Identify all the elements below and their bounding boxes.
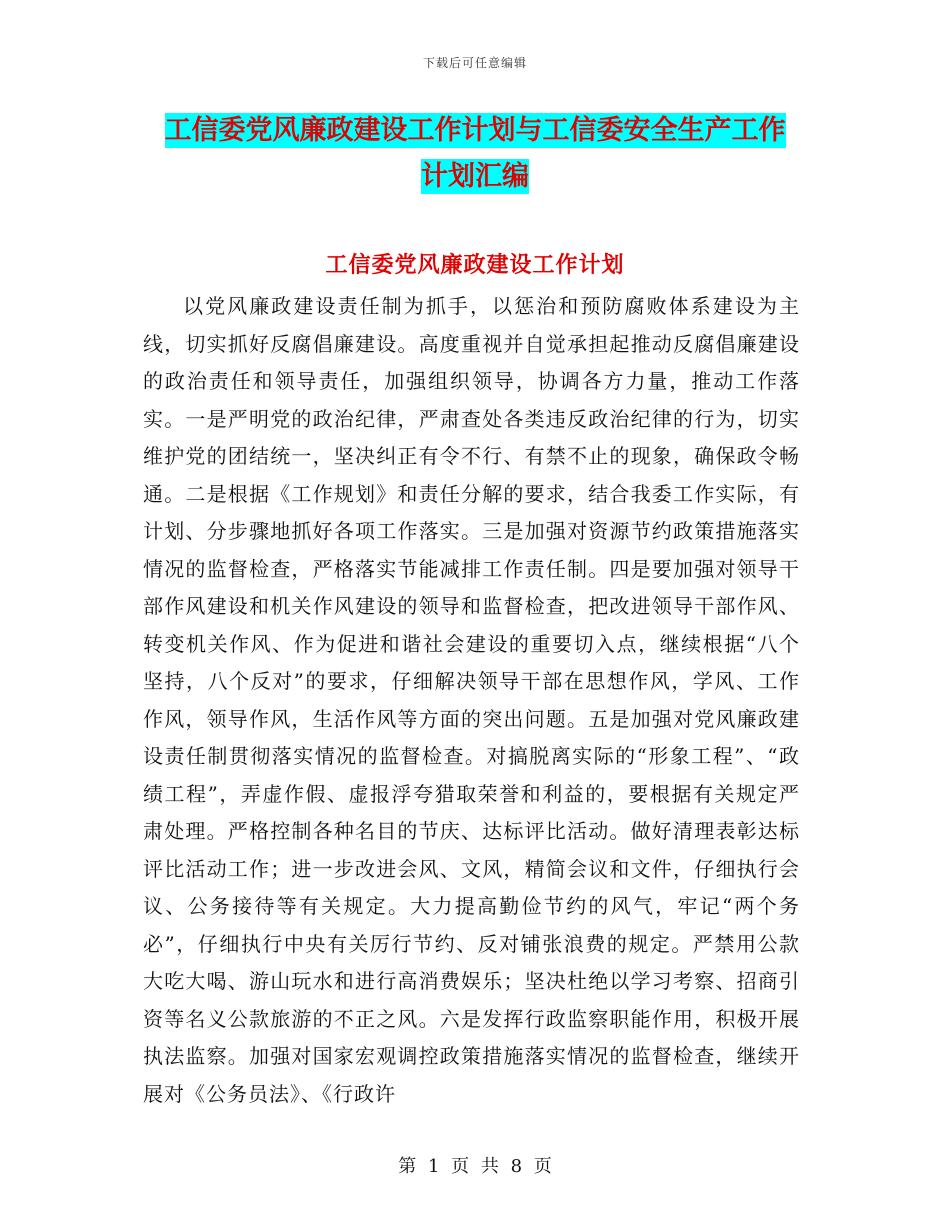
document-title — [120, 108, 830, 200]
page-number-footer: 第 1 页 共 8 页 — [398, 1156, 552, 1177]
body-paragraph: 以党风廉政建设责任制为抓手，以惩治和预防腐败体系建设为主线，切实抓好反腐倡廉建设。高度重视并自觉承担起推动反腐倡廉建设的政治责任和领导责任，加强组织领导，协调各方力量，推动工作落实。一是严明党的政治纪律，严肃查处各类违反政治纪律的行为，切实维护党的团结统一，坚决纠正有令不行、有禁不止的现象，确保政令畅通。二是根据《工作规划》和责任分解的要求，结合我委工作实际，有计划、分步骤地抓好各项工作落实。三是加强对资源节约政策措施落实情况的监督检查，严格落实节能减排工作责任制。四是要加强对领导干部作风建设和机关作风建设的领导和监督检查，把改进领导干部作风、转变机关作风、作为促进和谐社会建设的重要切入点，继续根据“八个坚持，八个反对”的要求，仔细解决领导干部在思想作风，学风、工作作风，领导作风，生活作风等方面的突出问题。五是加强对党风廉政建设责任制贯彻落实情况的监督检查。对搞脱离实际的“形象工程”、“政绩工程”，弄虚作假、虚报浮夸猎取荣誉和利益的，要根据有关规定严肃处理。严格控制各种名目的节庆、达标评比活动。做好清理表彰达标评比活动工作；进一步改进会风、文风，精简会议和文件，仔细执行会议、公务接待等有关规定。大力提高勤俭节约的风气，牢记“两个务必”，仔细执行中央有关厉行节约、反对铺张浪费的规定。严禁用公款大吃大喝、游山玩水和进行高消费娱乐；坚决杜绝以学习考察、招商引资等名义公款旅游的不正之风。六是发挥行政监察职能作用，积极开展执法监察。加强对国家宏观调控政策措施落实情况的监督检查，继续开展对《公务员法》、《行政许 — [143, 294, 800, 1106]
section-title: 工信委党风廉政建设工作计划 — [325, 253, 625, 278]
document-title-line-2: 计划汇编 — [421, 161, 529, 192]
document-title-line-1: 工信委党风廉政建设工作计划与工信委安全生产工作 — [164, 115, 786, 146]
page-header-note: 下载后可任意编辑 — [422, 56, 527, 70]
